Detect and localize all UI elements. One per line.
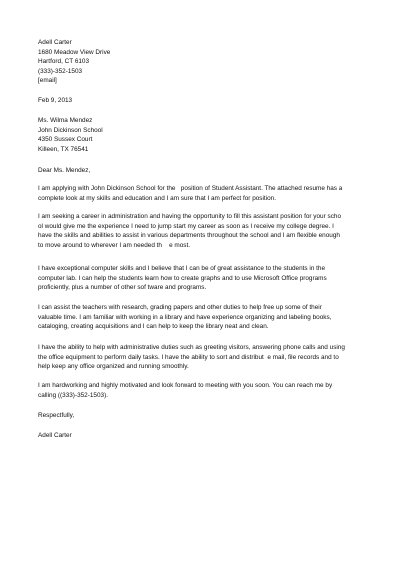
paragraph-line: calling ((333)-352-1503). — [38, 391, 108, 399]
paragraph-line: I have the ability to help with administrative duties such as greeting visitors, answering phone calls and using — [38, 344, 345, 351]
paragraph-line: the office equipment to perform daily tasks. I have the ability to sort and distribut e mail, file records and to — [38, 353, 339, 361]
salutation — [38, 166, 368, 176]
signature — [38, 431, 368, 441]
recipient-address — [38, 116, 368, 154]
letter-date — [38, 96, 368, 106]
paragraph-line: I am seeking a career in administration and having the opportunity to fill this assistant position for your scho — [38, 213, 342, 220]
closing — [38, 411, 368, 421]
paragraph-line: I am hardworking and highly motivated and look forward to meeting with you soon. You can reach me by — [38, 382, 333, 389]
body-paragraph — [38, 212, 368, 250]
paragraph-line: proficiently, plus a number of other sof tware and programs. — [38, 284, 207, 292]
body-paragraph — [38, 343, 368, 372]
paragraph-line: to move around to wherever I am needed th e most. — [38, 241, 191, 249]
recipient-street: 4350 Sussex Court — [38, 136, 93, 144]
paragraph-line: I have exceptional computer skills and I believe that I can be of great assistance to the students in the — [38, 265, 326, 272]
paragraph-line: have the skills and abilities to assist in various departments throughout the school and I am flexible enough — [38, 232, 340, 240]
recipient-city: Killeen, TX 76541 — [38, 145, 89, 153]
paragraph-line: I am applying with John Dickinson School for the position of Student Assistant. The attached resume has a — [38, 185, 343, 192]
body-paragraph — [38, 381, 368, 400]
body-paragraph — [38, 264, 368, 293]
body-paragraph — [38, 303, 368, 332]
salutation-text: Dear Ms. Mendez, — [38, 167, 91, 174]
body-paragraph — [38, 184, 368, 203]
sender-city: Hartford, CT 6103 — [38, 58, 90, 66]
sender-address — [38, 38, 368, 86]
recipient-name: Ms. Wilma Mendez — [38, 117, 93, 124]
closing-text: Respectfully, — [38, 412, 75, 419]
recipient-organization: John Dickinson School — [38, 126, 103, 134]
paragraph-line: computer lab. I can help the students learn how to create graphs and to use Microsoft Office programs — [38, 274, 327, 282]
signature-name: Adell Carter — [38, 432, 72, 439]
paragraph-line: I can assist the teachers with research, grading papers and other duties to help free up some of their — [38, 304, 322, 311]
sender-street: 1680 Meadow View Drive — [38, 48, 111, 56]
paragraph-line: valuable time. I am familiar with working in a library and have experience organizing and labeling books, — [38, 313, 332, 321]
sender-email: [email] — [38, 77, 57, 85]
paragraph-line: cataloging, creating acquisitions and I can help to keep the library neat and clean. — [38, 323, 269, 331]
date-text: Feb 9, 2013 — [38, 97, 73, 104]
paragraph-line: ol would give me the experience I need to jump start my career as soon as I receive my college degree. I — [38, 222, 334, 230]
paragraph-line: help keep any office organized and running smoothly. — [38, 363, 189, 371]
sender-phone: (333)-352-1503 — [38, 67, 83, 75]
paragraph-line: complete look at my skills and education and I am sure that I am perfect for position. — [38, 194, 276, 202]
sender-name: Adell Carter — [38, 39, 72, 46]
